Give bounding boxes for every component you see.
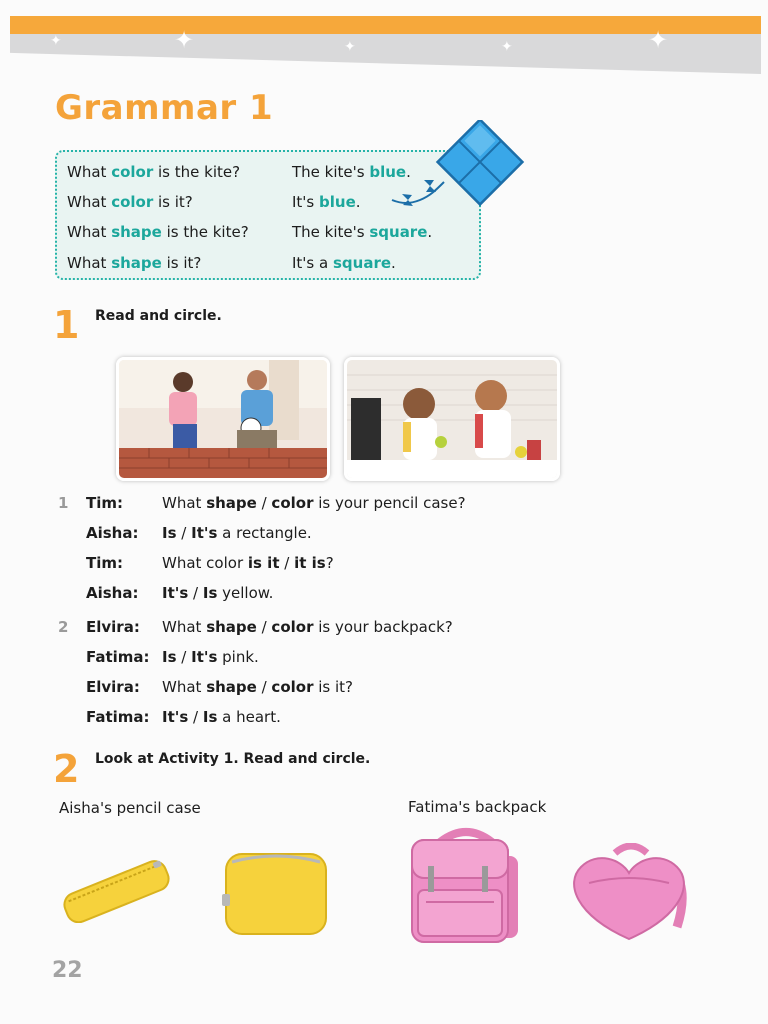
sparkle-icon: ✦ <box>344 39 356 55</box>
circle-choice[interactable]: Is <box>202 584 218 602</box>
circle-choice[interactable]: It's <box>191 524 218 542</box>
dialogue-text: What color is it / it is? <box>162 554 334 572</box>
circle-choice[interactable]: shape <box>206 618 257 636</box>
grammar-answer: The kite's square. <box>292 223 433 241</box>
dialogue-speaker: Tim: <box>86 554 124 572</box>
grammar-keyword: square <box>369 223 428 241</box>
dialogue-speaker: Fatima: <box>86 708 150 726</box>
activity-number: 1 <box>53 303 80 347</box>
rectangle-pencil-case-icon[interactable] <box>55 853 175 923</box>
circle-choice[interactable]: it is <box>294 554 326 572</box>
page-title: Grammar 1 <box>55 88 274 128</box>
grammar-question: What color is it? <box>67 193 193 211</box>
page-number: 22 <box>52 958 83 983</box>
dialogue-text: What shape / color is it? <box>162 678 353 696</box>
grammar-keyword: color <box>111 163 154 181</box>
kite-icon <box>384 120 526 215</box>
circle-choice[interactable]: is it <box>247 554 280 572</box>
heart-backpack-icon[interactable] <box>565 843 695 943</box>
square-pencil-case-icon[interactable] <box>218 848 334 938</box>
dialogue-line <box>86 554 506 574</box>
dialogue-line <box>58 494 506 514</box>
dialogue-speaker: Aisha: <box>86 584 139 602</box>
circle-choice[interactable]: It's <box>162 584 189 602</box>
grammar-question: What shape is it? <box>67 254 202 272</box>
dialogue-line <box>86 648 506 668</box>
grammar-keyword: color <box>111 193 154 211</box>
photo-elvira-fatima <box>344 357 560 481</box>
grammar-keyword: blue <box>369 163 407 181</box>
dialogue-index: 2 <box>58 618 69 636</box>
dialogue-speaker: Elvira: <box>86 678 140 696</box>
dialogue-speaker: Elvira: <box>86 618 140 636</box>
sparkle-icon: ✦ <box>50 33 62 49</box>
sparkle-icon: ✦ <box>501 39 513 55</box>
photo-tim-aisha <box>116 357 330 481</box>
activity-instruction: Read and circle. <box>95 308 222 324</box>
circle-choice[interactable]: It's <box>191 648 218 666</box>
dialogue-line <box>86 678 506 698</box>
circle-choice[interactable]: color <box>271 618 314 636</box>
dialogue-speaker: Fatima: <box>86 648 150 666</box>
dialogue-text: It's / Is yellow. <box>162 584 274 602</box>
grammar-answer: It's a square. <box>292 254 396 272</box>
circle-choice[interactable]: shape <box>206 494 257 512</box>
grammar-answer: It's blue. <box>292 193 361 211</box>
circle-choice[interactable]: color <box>271 494 314 512</box>
circle-choice[interactable]: It's <box>162 708 189 726</box>
circle-choice[interactable]: shape <box>206 678 257 696</box>
dialogue-speaker: Tim: <box>86 494 124 512</box>
sparkle-icon: ✦ <box>648 26 669 54</box>
photo-illustration <box>119 360 327 478</box>
grammar-keyword: square <box>332 254 392 272</box>
dialogue-speaker: Aisha: <box>86 524 139 542</box>
activity-number: 2 <box>53 747 80 791</box>
dialogue-line <box>86 584 506 604</box>
dialogue-text: What shape / color is your pencil case? <box>162 494 466 512</box>
grammar-answer: The kite's blue. <box>292 163 411 181</box>
circle-choice[interactable]: color <box>271 678 314 696</box>
circle-choice[interactable]: Is <box>202 708 218 726</box>
grammar-keyword: shape <box>111 254 162 272</box>
label-fatima-backpack: Fatima's backpack <box>408 798 547 816</box>
circle-choice[interactable]: Is <box>162 648 177 666</box>
dialogue-line <box>86 708 506 728</box>
dialogue-text: What shape / color is your backpack? <box>162 618 453 636</box>
rectangle-backpack-icon[interactable] <box>404 826 528 948</box>
dialogue-text: Is / It's pink. <box>162 648 259 666</box>
label-aisha-pencil-case: Aisha's pencil case <box>59 799 201 817</box>
activity-instruction: Look at Activity 1. Read and circle. <box>95 751 371 767</box>
grammar-keyword: blue <box>319 193 356 211</box>
grammar-question: What shape is the kite? <box>67 223 249 241</box>
dialogue-text: It's / Is a heart. <box>162 708 281 726</box>
circle-choice[interactable]: Is <box>162 524 177 542</box>
photo-illustration <box>347 360 557 478</box>
grammar-keyword: shape <box>111 223 162 241</box>
dialogue-text: Is / It's a rectangle. <box>162 524 312 542</box>
dialogue-line <box>58 618 506 638</box>
dialogue-line <box>86 524 506 544</box>
sparkle-icon: ✦ <box>174 26 195 54</box>
dialogue-index: 1 <box>58 494 69 512</box>
grammar-question: What color is the kite? <box>67 163 241 181</box>
